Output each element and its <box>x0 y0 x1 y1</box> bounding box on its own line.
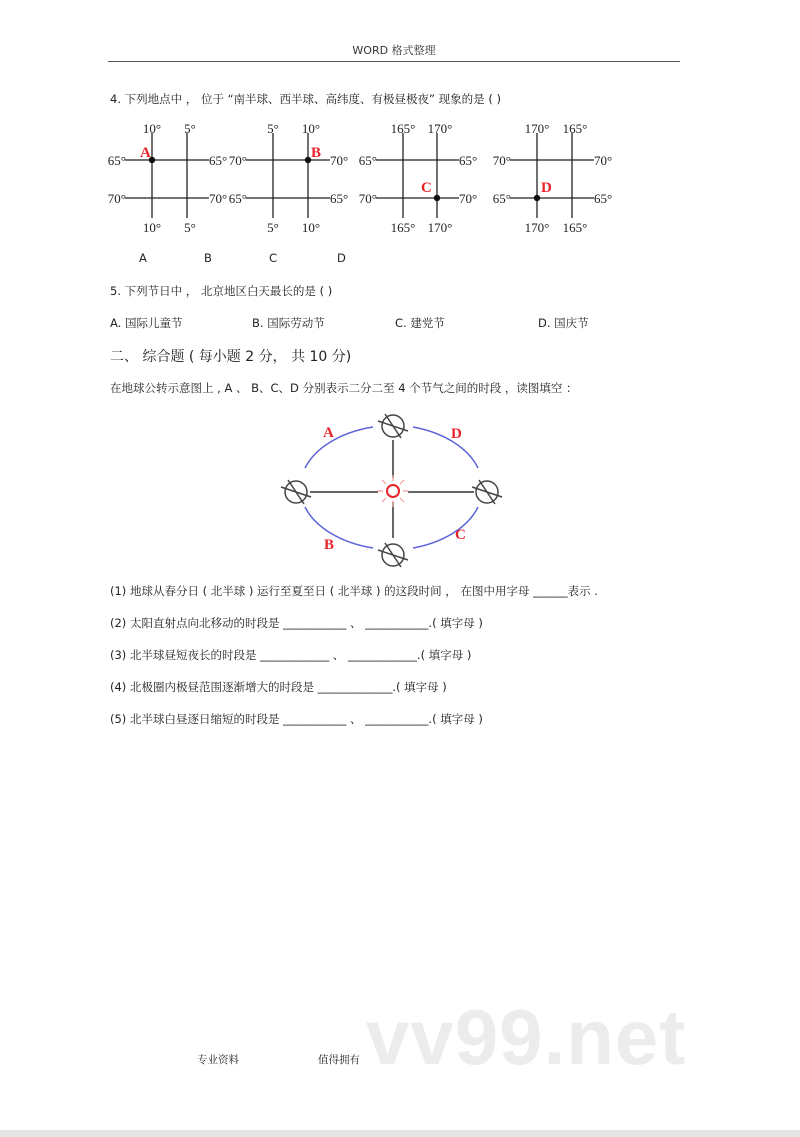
q4-option-d: D <box>337 251 346 265</box>
orbit-label-a: A <box>323 425 334 441</box>
orbit-ellipse <box>305 427 478 548</box>
section-2-title: 二、 综合题 ( 每小题 2 分， 共 10 分) <box>110 349 352 365</box>
longitude-label-top: 5° <box>184 121 196 136</box>
q5-option-d: D. 国庆节 <box>538 316 589 330</box>
point-label: D <box>541 180 552 196</box>
latitude-label-left: 70° <box>358 191 377 206</box>
longitude-label-top: 10° <box>301 121 321 136</box>
grid-diagram-3 <box>493 121 612 235</box>
q4-option-a: A <box>139 251 147 265</box>
latitude-label-left: 65° <box>358 153 377 168</box>
latitude-label-right: 65° <box>594 191 613 206</box>
page-header: WORD 格式整理 <box>352 44 436 57</box>
latitude-label-left: 70° <box>107 191 126 206</box>
sub-question-3: (3) 北半球昼短夜长的时段是 ____________ 、 ____________.( 填字母 ) <box>110 648 472 662</box>
q5-option-a: A. 国际儿童节 <box>110 316 183 330</box>
page-bottom-edge <box>0 1130 800 1137</box>
earth-icon <box>378 543 408 567</box>
sun-icon <box>377 475 409 507</box>
sub-question-1: (1) 地球从春分日 ( 北半球 ) 运行至夏至日 ( 北半球 ) 的这段时间 ， 在图中用字母 ______表示 . <box>110 584 598 598</box>
latitude-label-left: 65° <box>492 191 511 206</box>
latitude-label-left: 70° <box>492 153 511 168</box>
longitude-label-bottom: 165° <box>562 220 588 235</box>
orbit-label-c: C <box>455 527 466 543</box>
sub-question-4: (4) 北极圈内极昼范围逐渐增大的时段是 _____________.( 填字母 ) <box>110 680 447 694</box>
location-dot <box>434 195 440 201</box>
orbit-label-b: B <box>324 537 335 553</box>
earth-icon <box>472 480 502 504</box>
longitude-label-top: 170° <box>524 121 550 136</box>
header-divider <box>108 61 680 62</box>
earth-orbit-diagram <box>260 400 530 580</box>
longitude-label-top: 165° <box>562 121 588 136</box>
longitude-label-top: 10° <box>142 121 162 136</box>
section-2-intro: 在地球公转示意图上 , A 、 B、C、D 分别表示二分二至 4 个节气之间的时段 ，读图填空 ： <box>110 381 578 395</box>
longitude-label-bottom: 10° <box>142 220 162 235</box>
question-5: 5. 下列节日中 ， 北京地区白天最长的是 ( ) <box>110 284 333 298</box>
point-label: A <box>140 145 151 161</box>
earth-icon <box>281 480 311 504</box>
latitude-label-left: 70° <box>228 153 247 168</box>
footer-right: 值得拥有 <box>318 1054 360 1066</box>
longitude-label-bottom: 5° <box>267 220 279 235</box>
grid-diagram-1 <box>229 121 348 235</box>
point-label: C <box>421 180 432 196</box>
latitude-label-right: 65° <box>209 153 228 168</box>
sub-question-2: (2) 太阳直射点向北移动的时段是 ___________ 、 ___________.( 填字母 ) <box>110 616 483 630</box>
q4-option-c: C <box>269 251 278 265</box>
footer-left: 专业资料 <box>197 1054 239 1066</box>
q4-option-b: B <box>204 251 212 265</box>
latitude-label-right: 70° <box>594 153 613 168</box>
sub-question-5: (5) 北半球白昼逐日缩短的时段是 ___________ 、 ___________.( 填字母 ) <box>110 712 483 726</box>
grid-diagram-0 <box>108 121 227 235</box>
longitude-label-top: 170° <box>427 121 453 136</box>
q5-option-c: C. 建党节 <box>395 316 445 330</box>
q4-grid-diagrams <box>0 118 800 243</box>
longitude-label-bottom: 170° <box>427 220 453 235</box>
location-dot <box>534 195 540 201</box>
latitude-label-right: 70° <box>209 191 228 206</box>
orbit-label-d: D <box>451 426 462 442</box>
latitude-label-right: 70° <box>330 153 349 168</box>
question-4: 4. 下列地点中 ， 位于 “南半球、西半球、高纬度、有极昼极夜” 现象的是 ( ) <box>110 92 501 106</box>
longitude-label-bottom: 170° <box>524 220 550 235</box>
latitude-label-right: 70° <box>459 191 478 206</box>
latitude-label-left: 65° <box>228 191 247 206</box>
grid-diagram-2 <box>359 121 477 235</box>
latitude-label-right: 65° <box>330 191 349 206</box>
point-label: B <box>311 145 322 161</box>
q5-option-b: B. 国际劳动节 <box>252 316 325 330</box>
longitude-label-top: 5° <box>267 121 279 136</box>
latitude-label-right: 65° <box>459 153 478 168</box>
longitude-label-bottom: 165° <box>390 220 416 235</box>
longitude-label-bottom: 10° <box>301 220 321 235</box>
latitude-label-left: 65° <box>107 153 126 168</box>
earth-icon <box>378 414 408 438</box>
longitude-label-bottom: 5° <box>184 220 196 235</box>
longitude-label-top: 165° <box>390 121 416 136</box>
watermark: vv99.net <box>366 993 687 1081</box>
